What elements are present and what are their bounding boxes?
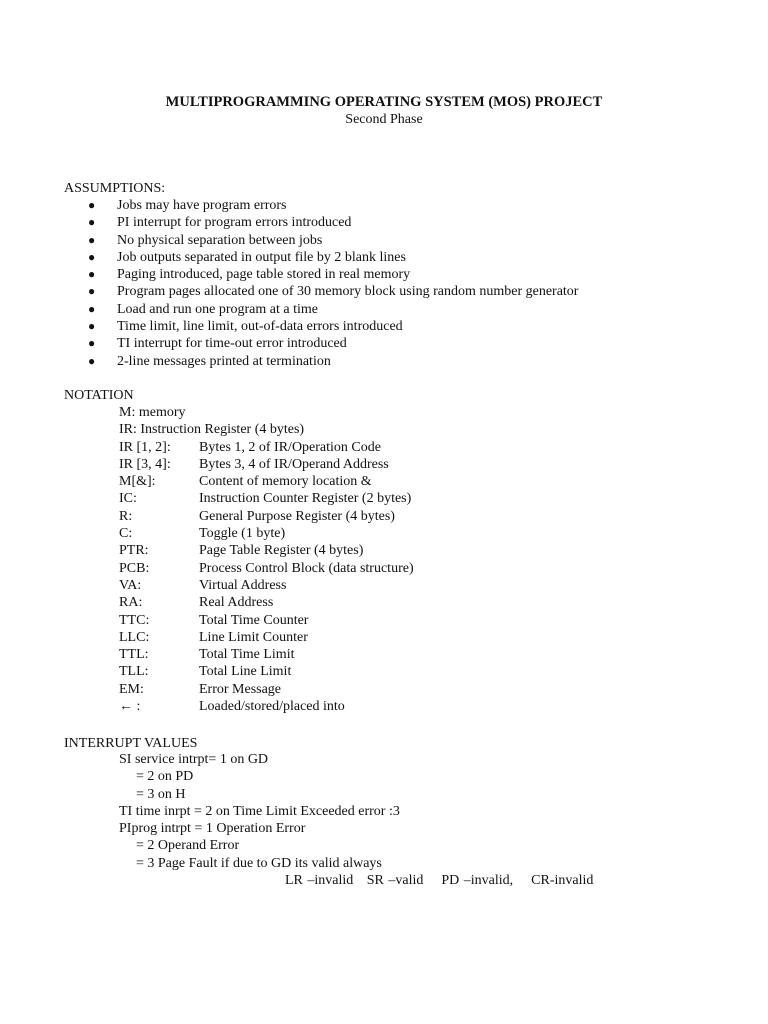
bullet-icon: ● (88, 232, 96, 247)
list-item-text: TI interrupt for time-out error introduced (117, 336, 347, 352)
list-item-text: 2-line messages printed at termination (117, 353, 331, 369)
notation-term: RA: (119, 595, 143, 611)
notation-definition: Bytes 1, 2 of IR/Operation Code (199, 439, 381, 455)
notation-row (0, 629, 768, 646)
notation-definition: General Purpose Register (4 bytes) (199, 508, 395, 524)
notation-definition: Real Address (199, 595, 274, 611)
notation-term: PCB: (119, 560, 150, 576)
bullet-icon: ● (88, 284, 96, 299)
notation-definition: Total Time Limit (199, 647, 295, 663)
notation-definition: Line Limit Counter (199, 629, 308, 645)
interrupt-line (0, 803, 768, 820)
notation-list (0, 404, 768, 715)
notation-row (0, 646, 768, 663)
notation-definition: Page Table Register (4 bytes) (199, 543, 364, 559)
list-item (0, 197, 768, 214)
list-item (0, 249, 768, 266)
list-item (0, 318, 768, 335)
list-item-text: No physical separation between jobs (117, 232, 323, 248)
notation-term: R: (119, 508, 133, 524)
notation-row (0, 663, 768, 680)
assumptions-heading: ASSUMPTIONS: (64, 181, 166, 196)
notation-definition: Error Message (199, 681, 282, 697)
interrupt-line (0, 820, 768, 837)
interrupt-line (0, 872, 768, 889)
interrupt-line-text: = 2 on PD (136, 769, 194, 785)
interrupt-line-text: LR –invalid SR –valid PD –invalid, CR-invalid (285, 873, 594, 889)
list-item-text: Load and run one program at a time (117, 301, 318, 317)
interrupt-line (0, 837, 768, 854)
list-item-text: Time limit, line limit, out-of-data errors introduced (117, 319, 403, 335)
bullet-icon: ● (88, 336, 96, 351)
notation-definition: Loaded/stored/placed into (199, 699, 345, 715)
notation-intro: IR: Instruction Register (4 bytes) (119, 422, 305, 438)
notation-definition: Total Time Counter (199, 612, 309, 628)
interrupt-line-text: = 3 on H (136, 786, 186, 802)
notation-row (0, 698, 768, 715)
notation-definition: Process Control Block (data structure) (199, 560, 414, 576)
notation-row (0, 594, 768, 611)
list-item (0, 214, 768, 231)
interrupt-line-text: = 2 Operand Error (136, 838, 240, 854)
interrupt-line-text: TI time inrpt = 2 on Time Limit Exceeded error :3 (119, 803, 400, 819)
notation-term: IC: (119, 491, 137, 507)
notation-row (0, 404, 768, 421)
bullet-icon: ● (88, 353, 96, 368)
bullet-icon: ● (88, 215, 96, 230)
interrupt-line (0, 855, 768, 872)
notation-definition: Content of memory location & (199, 474, 372, 490)
list-item-text: Job outputs separated in output file by 2 blank lines (117, 249, 406, 265)
notation-definition: Toggle (1 byte) (199, 526, 286, 542)
notation-term: TLL: (119, 664, 149, 680)
notation-definition: Virtual Address (199, 577, 287, 593)
notation-row (0, 525, 768, 542)
interrupt-line-text: = 3 Page Fault if due to GD its valid always (136, 855, 382, 871)
list-item (0, 353, 768, 370)
list-item-text: Paging introduced, page table stored in real memory (117, 267, 411, 283)
assumptions-list (0, 197, 768, 370)
list-item-text: Jobs may have program errors (117, 198, 287, 213)
notation-term: IR [1, 2]: (119, 439, 171, 455)
notation-term: TTC: (119, 612, 150, 628)
notation-row (0, 473, 768, 490)
notation-row (0, 577, 768, 594)
notation-term: VA: (119, 577, 142, 593)
notation-term: LLC: (119, 629, 150, 645)
bullet-icon: ● (88, 301, 96, 316)
interrupt-line-text: PIprog intrpt = 1 Operation Error (119, 821, 306, 837)
notation-heading: NOTATION (64, 388, 134, 403)
interrupt-line (0, 786, 768, 803)
notation-row (0, 439, 768, 456)
list-item (0, 335, 768, 352)
notation-row (0, 508, 768, 525)
interrupt-values-list (0, 751, 768, 889)
list-item (0, 266, 768, 283)
notation-row (0, 490, 768, 507)
notation-row (0, 542, 768, 559)
interrupt-line (0, 768, 768, 785)
notation-row (0, 456, 768, 473)
notation-definition: Instruction Counter Register (2 bytes) (199, 491, 412, 507)
bullet-icon: ● (88, 267, 96, 282)
notation-term: C: (119, 526, 133, 542)
notation-row (0, 612, 768, 629)
list-item (0, 283, 768, 300)
notation-term: IR [3, 4]: (119, 456, 171, 472)
left-arrow-term: ← : (119, 699, 141, 715)
notation-intro: M: memory (119, 405, 186, 420)
notation-term: TTL: (119, 647, 149, 663)
page-title: MULTIPROGRAMMING OPERATING SYSTEM (MOS) PROJECT (165, 94, 603, 110)
notation-definition: Total Line Limit (199, 664, 292, 680)
page-subtitle: Second Phase (345, 112, 423, 127)
interrupt-values-heading: INTERRUPT VALUES (64, 736, 198, 751)
bullet-icon: ● (88, 319, 96, 334)
list-item (0, 232, 768, 249)
notation-row (0, 421, 768, 438)
list-item-text: PI interrupt for program errors introduced (117, 215, 352, 231)
interrupt-line (0, 751, 768, 768)
list-item (0, 301, 768, 318)
bullet-icon: ● (88, 249, 96, 264)
notation-term: M[&]: (119, 474, 156, 490)
interrupt-line-text: SI service intrpt= 1 on GD (119, 752, 269, 767)
list-item-text: Program pages allocated one of 30 memory block using random number generator (117, 284, 579, 300)
notation-term: EM: (119, 681, 144, 697)
notation-row (0, 681, 768, 698)
notation-term: PTR: (119, 543, 149, 559)
notation-row (0, 560, 768, 577)
notation-definition: Bytes 3, 4 of IR/Operand Address (199, 456, 389, 472)
bullet-icon: ● (88, 198, 96, 212)
